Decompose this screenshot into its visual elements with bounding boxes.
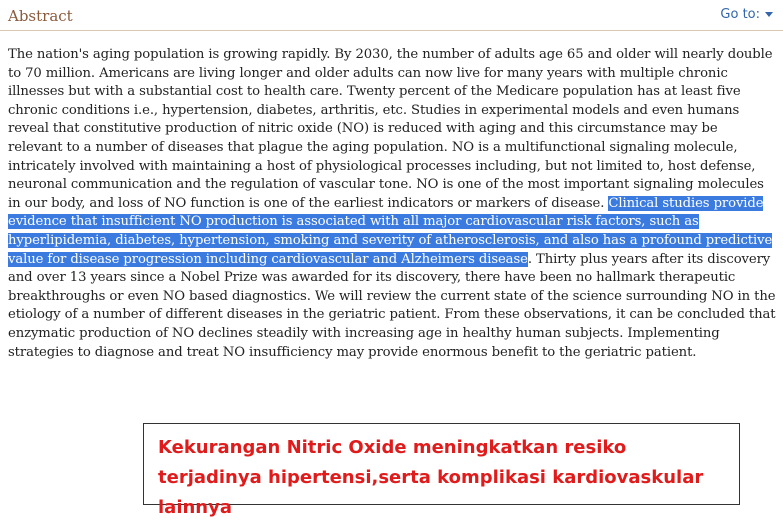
abstract-text-before: The nation's aging population is growing rapidly. By 2030, the number of adults age 65 and older will nearly double to 70 million. Americans are living longer and older adults can now live for many years with multiple chronic illnesses but with a substantial cost to health care. Twenty percent of the Medicare population has at least five chronic conditions i.e., hypertension, diabetes, arthritis, etc. Studies in experimental models and even humans reveal that constitutive production of nitric oxide (NO) is reduced with aging and this circumstance may be relevant to a number of diseases that plague the aging population. NO is a multifunctional signaling molecule, intricately involved with maintaining a host of physiological processes including, but not limited to, host defense, neuronal communication and the regulation of vascular tone. NO is one of the most important signaling molecules in our body, and loss of NO function is one of the earliest indicators or markers of disease. [8,47,773,211]
goto-label[interactable]: Go to: [720,7,760,22]
callout-text: Kekurangan Nitric Oxide meningkatkan resiko terjadinya hipertensi,serta komplikasi kardiovaskular lainnya [158,437,704,518]
callout-annotation [143,423,740,518]
abstract-highlighted-text: Clinical studies provide evidence that insufficient NO production is associated with all major cardiovascular risk factors, such as hyperlipidemia, diabetes, hypertension, smoking and severity of atherosclerosis, and also has a profound predictive value for disease progression including cardiovascular and Alzheimers disease [8,195,773,267]
abstract-text-after: . Thirty plus years after its discovery and over 13 years since a Nobel Prize was awarded for its discovery, there have been no hallmark therapeutic breakthroughs or even NO based diagnostics. We will review the current state of the science surrounding NO in the etiology of a number of different diseases in the geriatric patient. From these observations, it can be concluded that enzymatic production of NO declines steadily with increasing age in healthy human subjects. Implementing strategies to diagnose and treat NO insufficiency may provide enormous benefit to the geriatric patient. [8,251,776,360]
chevron-down-icon[interactable] [765,12,773,17]
abstract-header [0,0,783,31]
abstract-text [8,46,776,362]
goto-menu[interactable] [720,7,773,22]
abstract-title: Abstract [8,7,73,25]
